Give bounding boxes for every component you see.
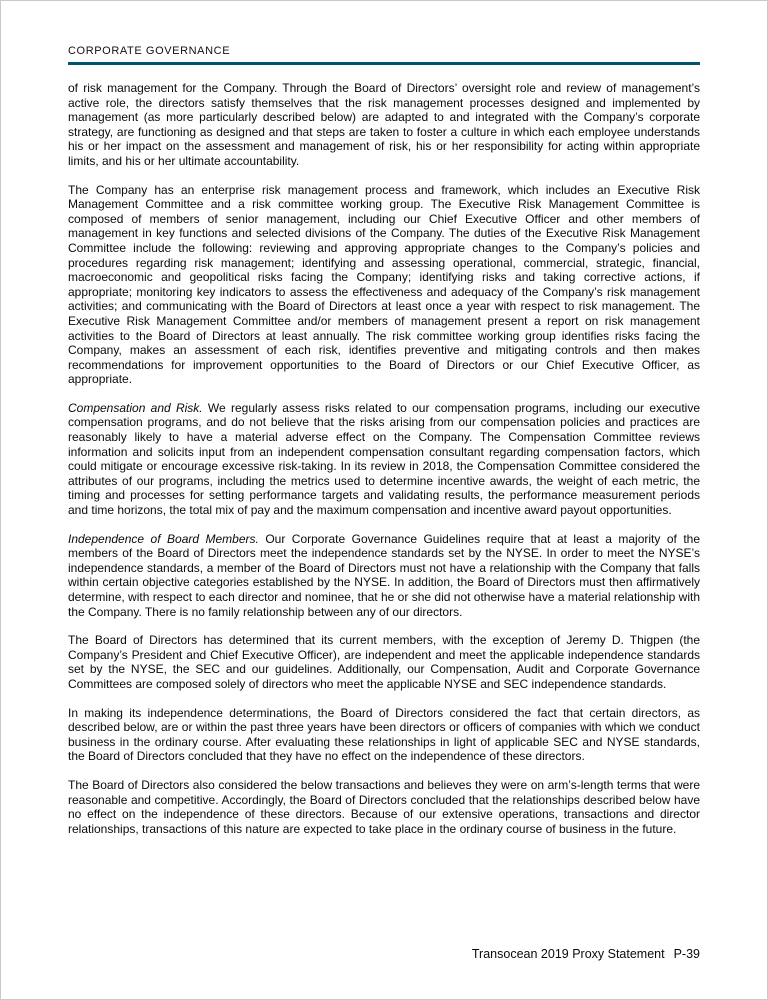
paragraph-text: of risk management for the Company. Through the Board of Directors’ oversight role and review of management’s active role, the directors satisfy themselves that the risk management processes designed and implemented by management (as more particularly described below) are adapted to and integrated with the Company’s corporate strategy, are functioning as designed and that steps are taken to foster a culture in which each employee understands his or her impact on the assessment and management of risk, his or her responsibility for acting within appropriate limits, and his or her ultimate accountability. [68, 81, 700, 168]
paragraph-text: The Board of Directors has determined that its current members, with the exception of Jeremy D. Thigpen (the Company’s President and Chief Executive Officer), are independent and meet the applicable independence standards set by the NYSE, the SEC and our guidelines. Additionally, our Compensation, Audit and Corporate Governance Committees are composed solely of directors who meet the applicable NYSE and SEC independence standards. [68, 633, 700, 691]
page-header [68, 45, 700, 81]
section-header-title: CORPORATE GOVERNANCE [68, 45, 231, 57]
footer-document-title: Transocean 2019 Proxy Statement [471, 947, 665, 961]
paragraph-text: We regularly assess risks related to our compensation programs, including our executive compensation programs, and do not believe that the risks arising from our compensation policies and practices are reasonably likely to have a material adverse effect on the Company. The Compensation Committee reviews information and solicits input from an independent compensation consultant regarding compensation factors, which could mitigate or encourage excessive risk-taking. In its review in 2018, the Compensation Committee considered the attributes of our programs, including the metrics used to determine incentive awards, the weight of each metric, the timing and processes for setting performance targets and validating results, the performance measurement periods and time horizons, the total mix of pay and the maximum compensation and incentive award payout opportunities. [68, 400, 701, 518]
header-rule [68, 62, 700, 65]
paragraph-enterprise-risk [68, 183, 700, 387]
paragraph-risk-oversight [68, 81, 700, 169]
document-body [68, 81, 700, 850]
paragraph-text: Our Corporate Governance Guidelines require that at least a majority of the members of the Board of Directors meet the independence standards set by the NYSE. In order to meet the NYSE’s independence standards, a member of the Board of Directors must not have a relationship with the Company that falls within certain objective categories established by the NYSE. In addition, the Board of Directors must then affirmatively determine, with respect to each director and nominee, that he or she did not otherwise have a material relationship with the Company. There is no family relationship between any of our directors. [68, 531, 701, 619]
paragraph-lead: Compensation and Risk. [68, 400, 203, 415]
paragraph-lead: Independence of Board Members. [68, 531, 259, 546]
paragraph-board-determination [68, 633, 700, 691]
page-footer [68, 947, 700, 961]
paragraph-text: In making its independence determinations, the Board of Directors considered the fact that certain directors, as described below, are or within the past three years have been directors or officers of companies with which we conduct business in the ordinary course. After evaluating these relationships in light of applicable SEC and NYSE standards, the Board of Directors concluded that they have no effect on the independence of these directors. [68, 705, 700, 764]
paragraph-compensation-and-risk [68, 401, 700, 518]
footer-page-number: P-39 [673, 947, 700, 961]
paragraph-text: The Board of Directors also considered the below transactions and believes they were on arm’s-length terms that were reasonable and competitive. Accordingly, the Board of Directors concluded that the relationships described below have no effect on the independence of these directors. Because of our extensive operations, transactions and director relationships, transactions of this nature are expected to take place in the ordinary course of business in the future. [68, 777, 700, 836]
paragraph-text: The Company has an enterprise risk management process and framework, which includes an Executive Risk Management Committee and a risk committee working group. The Executive Risk Management Committee is composed of members of senior management, including our Chief Executive Officer and other members of management in key functions and selected divisions of the Company. The duties of the Executive Risk Management Committee include the following: reviewing and approving appropriate changes to the Company’s policies and procedures regarding risk management; identifying and assessing operational, commercial, strategic, financial, macroeconomic and geopolitical risks facing the Company; identifying risks and taking corrective actions, if appropriate; monitoring key indicators to assess the effectiveness and adequacy of the Company’s risk management activities; and communicating with the Board of Directors at least once a year with respect to risk management. The Executive Risk Management Committee and/or members of management present a report on risk management activities to the Board of Directors at least annually. The risk committee working group identifies risks facing the Company, makes an assessment of each risk, identifies preventive and mitigating controls and then makes recommendations for improvement opportunities to the Board of Directors or our Chief Executive Officer, as appropriate. [68, 182, 700, 387]
paragraph-independence-of-board-members [68, 532, 700, 620]
paragraph-arms-length-transactions [68, 778, 700, 836]
paragraph-independence-determinations [68, 706, 700, 764]
